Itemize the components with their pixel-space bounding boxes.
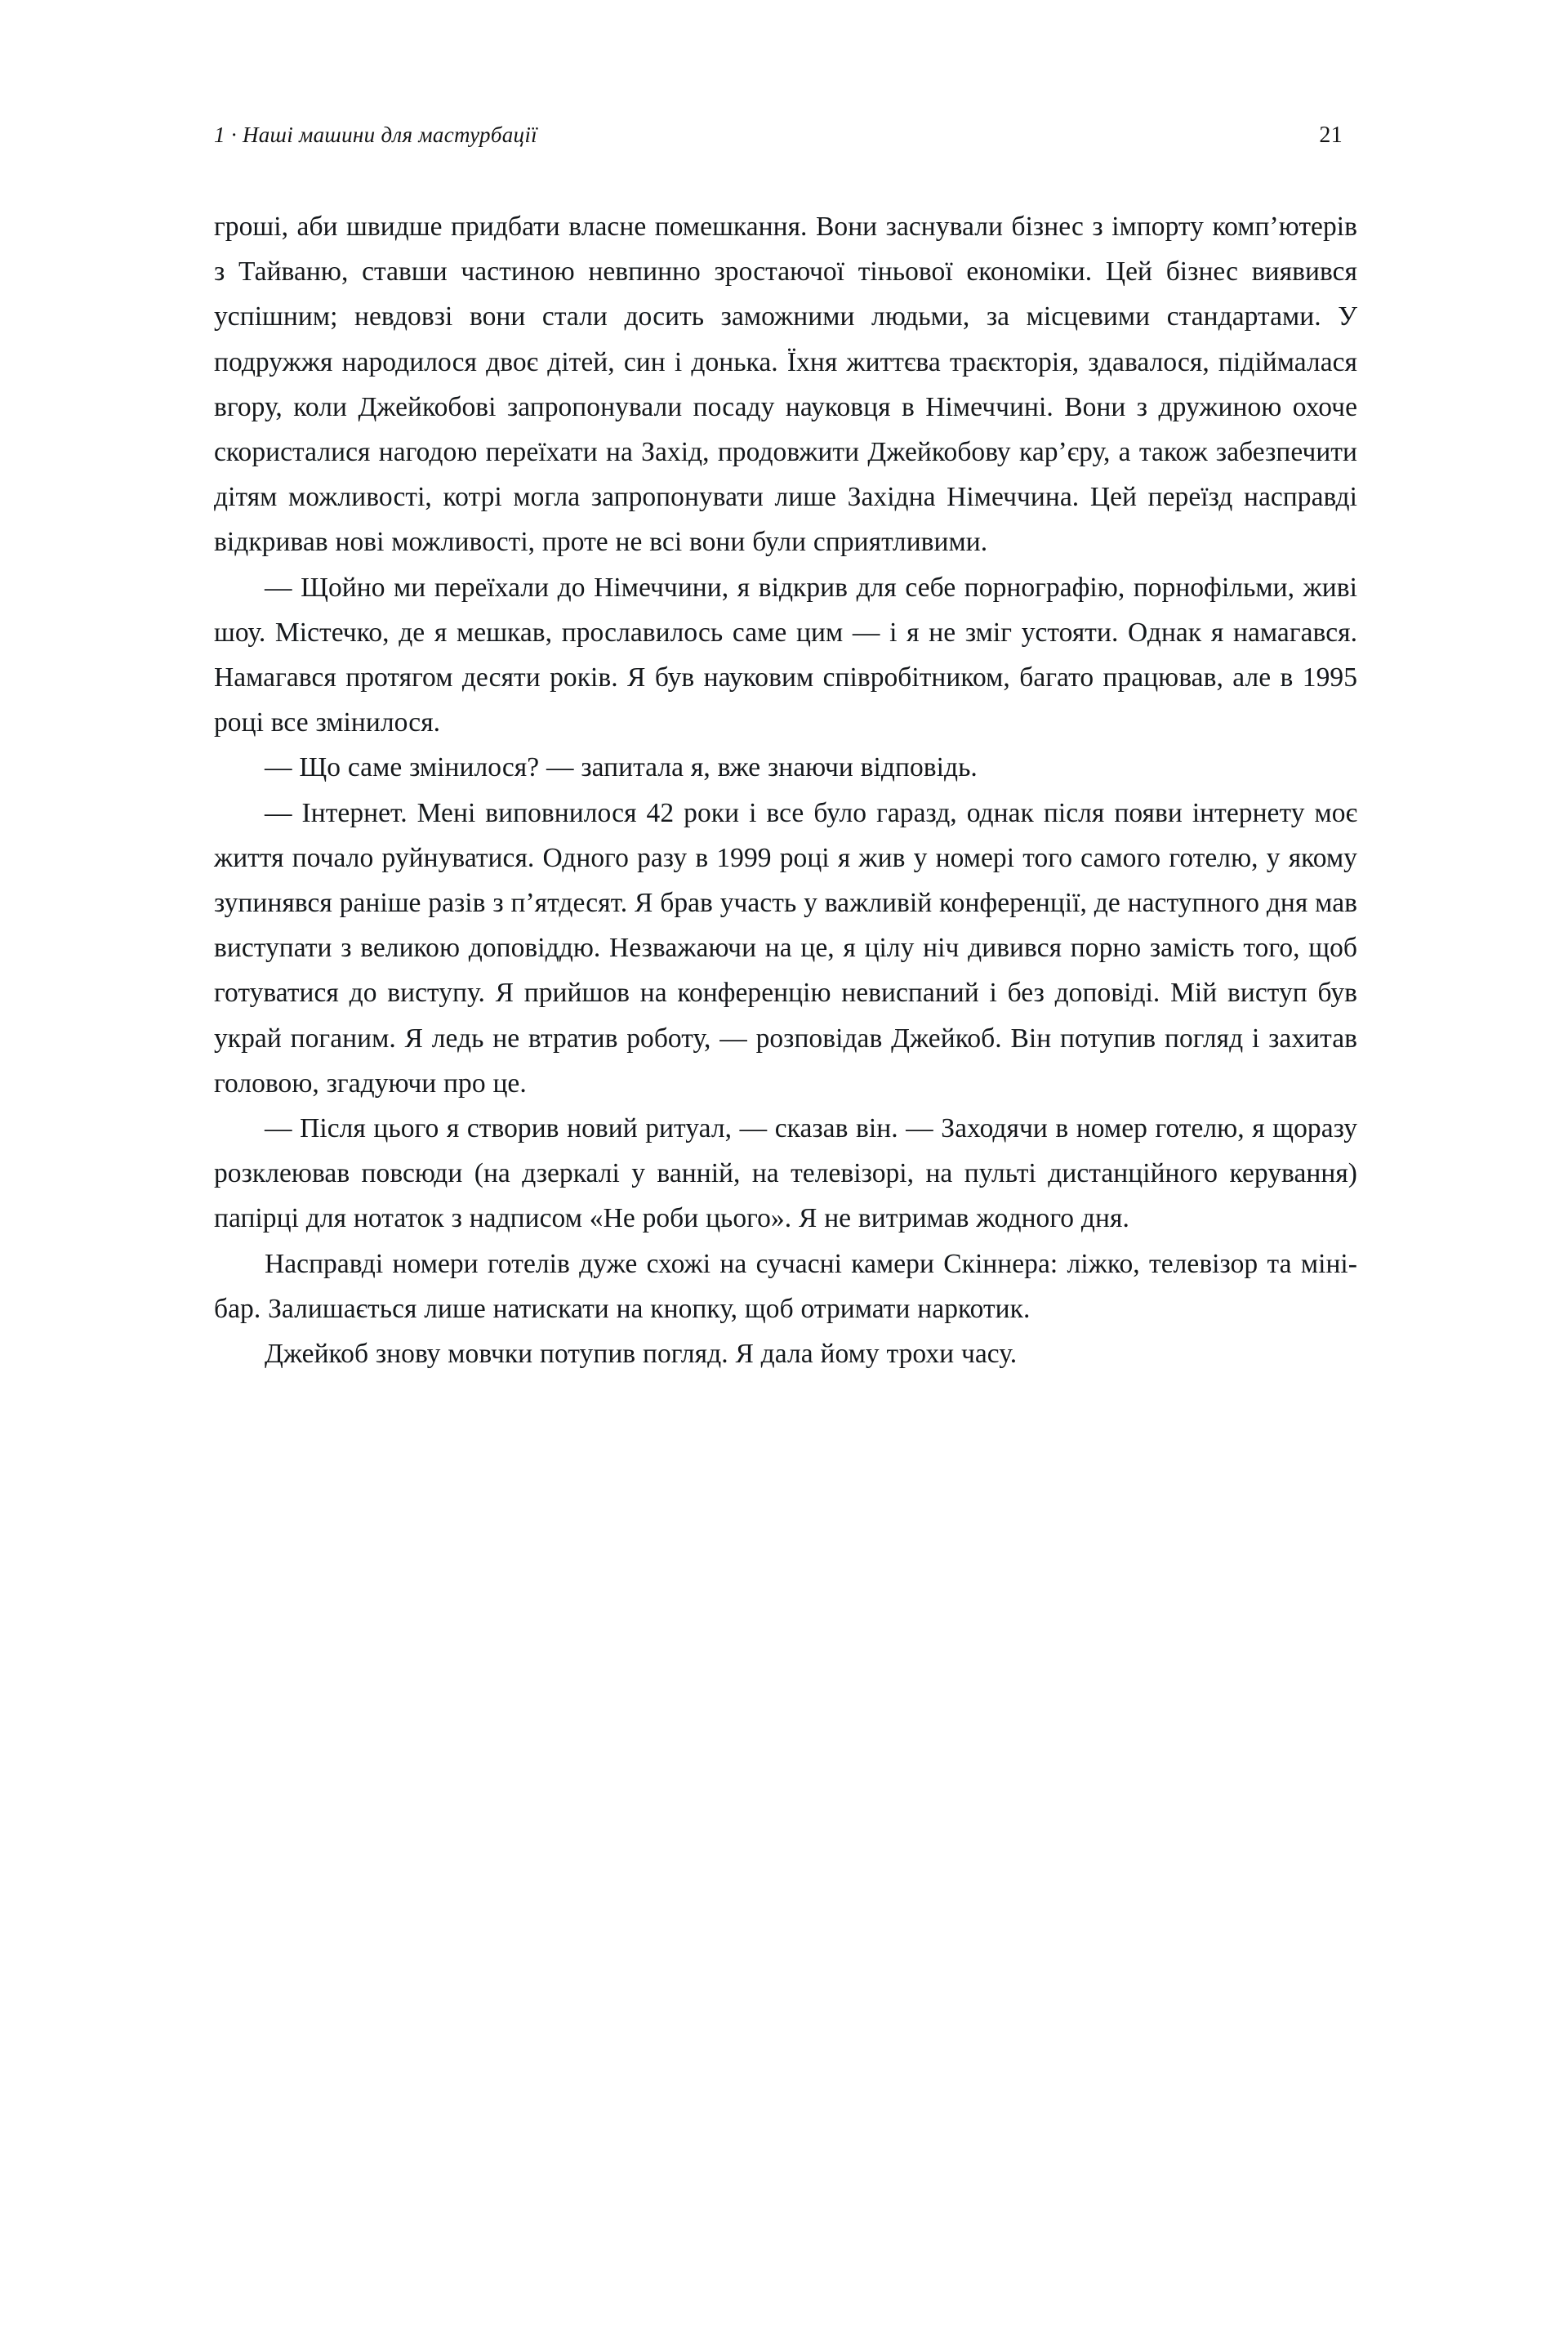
paragraph: гроші, аби швидше придбати власне помешкання. Вони заснували бізнес з імпорту комп’ютерів з Тайваню, ставши частиною невпинно зростаючої тіньової економіки. Цей бізнес виявився успішним; невдовзі вони стали досить заможними людьми, за місцевими стандартами. У подружжя народилося двоє дітей, син і донька. Їхня життєва траєкторія, здавалося, підіймалася вгору, коли Джейкобові запропонували посаду науковця в Німеччині. Вони з дружиною охоче скористалися нагодою переїхати на Захід, продовжити Джейкобову кар’єру, а також забезпечити дітям можливості, котрі могла запропонувати лише Західна Німеччина. Цей переїзд насправді відкривав нові можливості, проте не всі вони були сприятливими. xyxy=(214,212,1357,558)
paragraph: — Що саме змінилося? — запитала я, вже знаючи відповідь. xyxy=(265,752,978,783)
page-number: 21 xyxy=(1319,123,1343,148)
paragraph: Насправді номери готелів дуже схожі на сучасні камери Скіннера: ліжко, телевізор та міні-бар. Залишається лише натискати на кнопку, щоб отримати наркотик. xyxy=(214,1248,1357,1324)
chapter-title: 1 · Наші машини для мастурбації xyxy=(214,123,537,147)
running-head xyxy=(214,123,1357,149)
paragraph: — Після цього я створив новий ритуал, — сказав він. — Заходячи в номер готелю, я щоразу розклеював повсюди (на дзеркалі у ванній, на телевізорі, на пульті дистанційного керування) папірці для нотаток з надписом «Не роби цього». Я не витримав жодного дня. xyxy=(214,1113,1357,1234)
paragraph: — Щойно ми переїхали до Німеччини, я відкрив для себе порнографію, порнофільми, живі шоу. Містечко, де я мешкав, прославилось саме цим — і я не зміг устояти. Однак я намагався. Намагався протягом десяти років. Я був науковим співробітником, багато працював, але в 1995 році все змінилося. xyxy=(214,572,1357,738)
body-text xyxy=(214,204,1357,1376)
paragraph: — Інтернет. Мені виповнилося 42 роки і все було гаразд, однак після появи інтернету моє життя почало руйнуватися. Одного разу в 1999 році я жив у номері того самого готелю, у якому зупинявся раніше разів з п’ятдесят. Я брав участь у важливій конференції, де наступного дня мав виступати з великою доповіддю. Незважаючи на це, я цілу ніч дивився порно замість того, щоб готуватися до виступу. Я прийшов на конференцію невиспаний і без доповіді. Мій виступ був украй поганим. Я ледь не втратив роботу, — розповідав Джейкоб. Він потупив погляд і захитав головою, згадуючи про це. xyxy=(214,797,1357,1099)
paragraph: Джейкоб знову мовчки потупив погляд. Я дала йому трохи часу. xyxy=(265,1339,1018,1370)
